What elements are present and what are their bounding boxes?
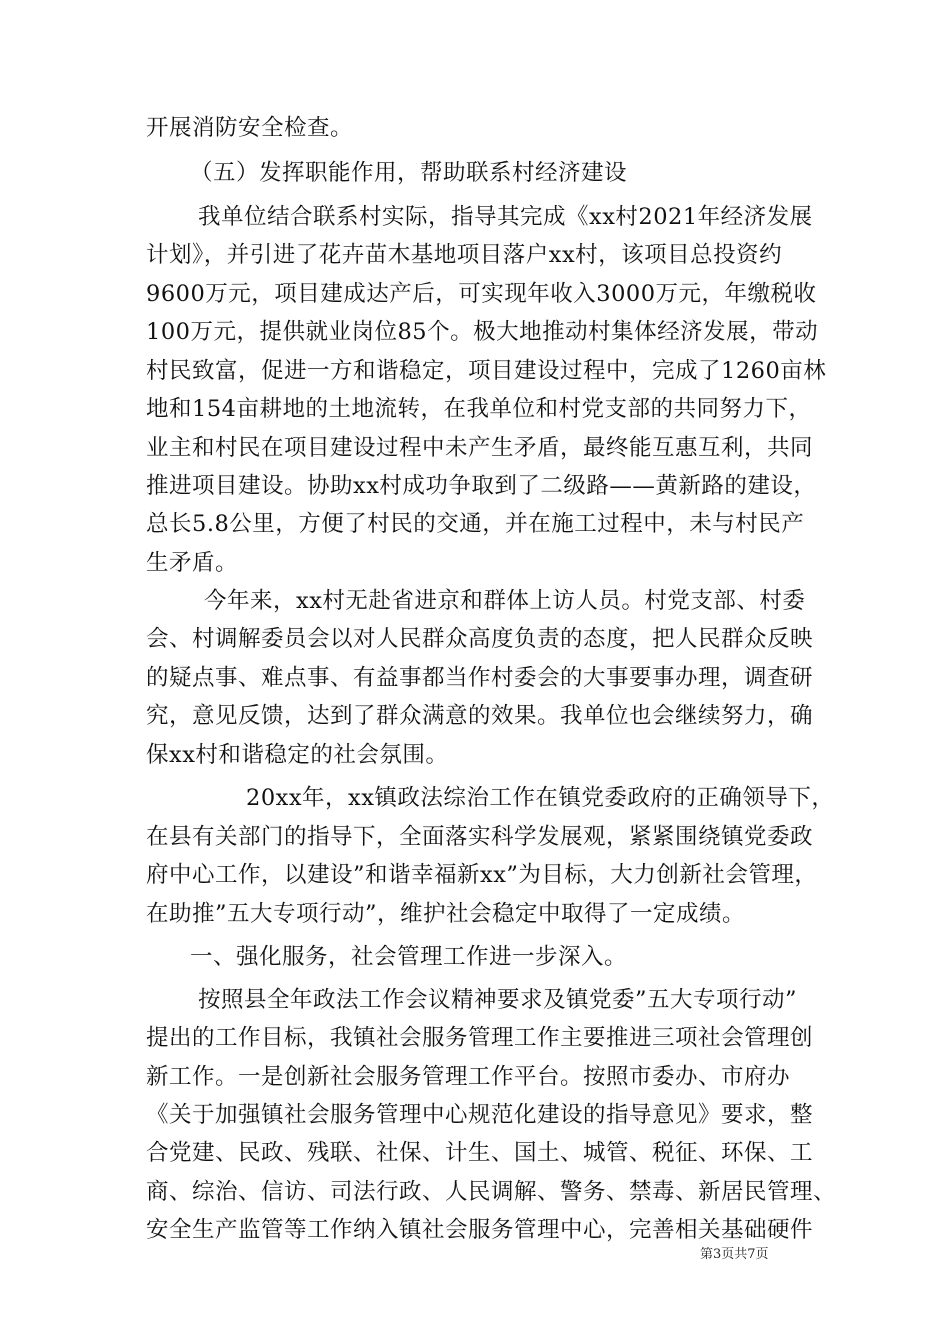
section-heading: （五）发挥职能作用，帮助联系村经济建设	[190, 160, 628, 186]
text-line: 开展消防安全检查。	[146, 115, 354, 141]
paragraph-start: 我单位结合联系村实际，指导其完成《xx村2021年经济发展	[198, 204, 813, 230]
paragraph-start: 20xx年，xx镇政法综治工作在镇党委政府的正确领导下，	[246, 785, 835, 811]
page-number: 第3页共7页	[700, 1247, 769, 1262]
paragraph-start: 今年来，xx村无赴省进京和群体上访人员。村党支部、村委	[204, 588, 806, 614]
text-line: 新工作。一是创新社会服务管理工作平台。按照市委办、市府办	[146, 1064, 791, 1090]
text-line: 的疑点事、难点事、有益事都当作村委会的大事要事办理，调查研	[146, 665, 814, 691]
text-line: 总长5.8公里，方便了村民的交通，并在施工过程中，未与村民产	[146, 511, 805, 537]
text-line: 生矛盾。	[146, 550, 239, 576]
text-line: 府中心工作，以建设”和谐幸福新xx”为目标，大力创新社会管理，	[146, 862, 818, 888]
text-line: 保xx村和谐稳定的社会氛围。	[146, 742, 449, 768]
text-line: 100万元，提供就业岗位85个。极大地推动村集体经济发展，带动	[146, 319, 819, 345]
text-line: 地和154亩耕地的土地流转，在我单位和村党支部的共同努力下，	[146, 396, 812, 422]
paragraph-start: 按照县全年政法工作会议精神要求及镇党委”五大专项行动”	[198, 987, 798, 1013]
text-line: 村民致富，促进一方和谐稳定，项目建设过程中，完成了1260亩林	[146, 358, 827, 384]
text-line: 在县有关部门的指导下，全面落实科学发展观，紧紧围绕镇党委政	[146, 824, 814, 850]
text-line: 业主和村民在项目建设过程中未产生矛盾，最终能互惠互利，共同	[146, 435, 814, 461]
text-line: 推进项目建设。协助xx村成功争取到了二级路——黄新路的建设，	[146, 473, 817, 499]
text-line: 究，意见反馈，达到了群众满意的效果。我单位也会继续努力，确	[146, 703, 814, 729]
text-line: 《关于加强镇社会服务管理中心规范化建设的指导意见》要求，整	[146, 1102, 814, 1128]
section-heading: 一、强化服务，社会管理工作进一步深入。	[190, 944, 628, 970]
text-line: 提出的工作目标，我镇社会服务管理工作主要推进三项社会管理创	[146, 1025, 814, 1051]
text-line: 9600万元，项目建成达产后，可实现年收入3000万元，年缴税收	[146, 281, 817, 307]
text-line: 商、综治、信访、司法行政、人民调解、警务、禁毒、新居民管理、	[146, 1179, 837, 1205]
text-line: 合党建、民政、残联、社保、计生、国土、城管、税征、环保、工	[146, 1140, 814, 1166]
text-line: 会、村调解委员会以对人民群众高度负责的态度，把人民群众反映	[146, 626, 814, 652]
text-line: 计划》，并引进了花卉苗木基地项目落户xx村，该项目总投资约	[146, 242, 783, 268]
text-line: 在助推”五大专项行动”，维护社会稳定中取得了一定成绩。	[146, 901, 746, 927]
text-line: 安全生产监管等工作纳入镇社会服务管理中心，完善相关基础硬件	[146, 1217, 814, 1243]
